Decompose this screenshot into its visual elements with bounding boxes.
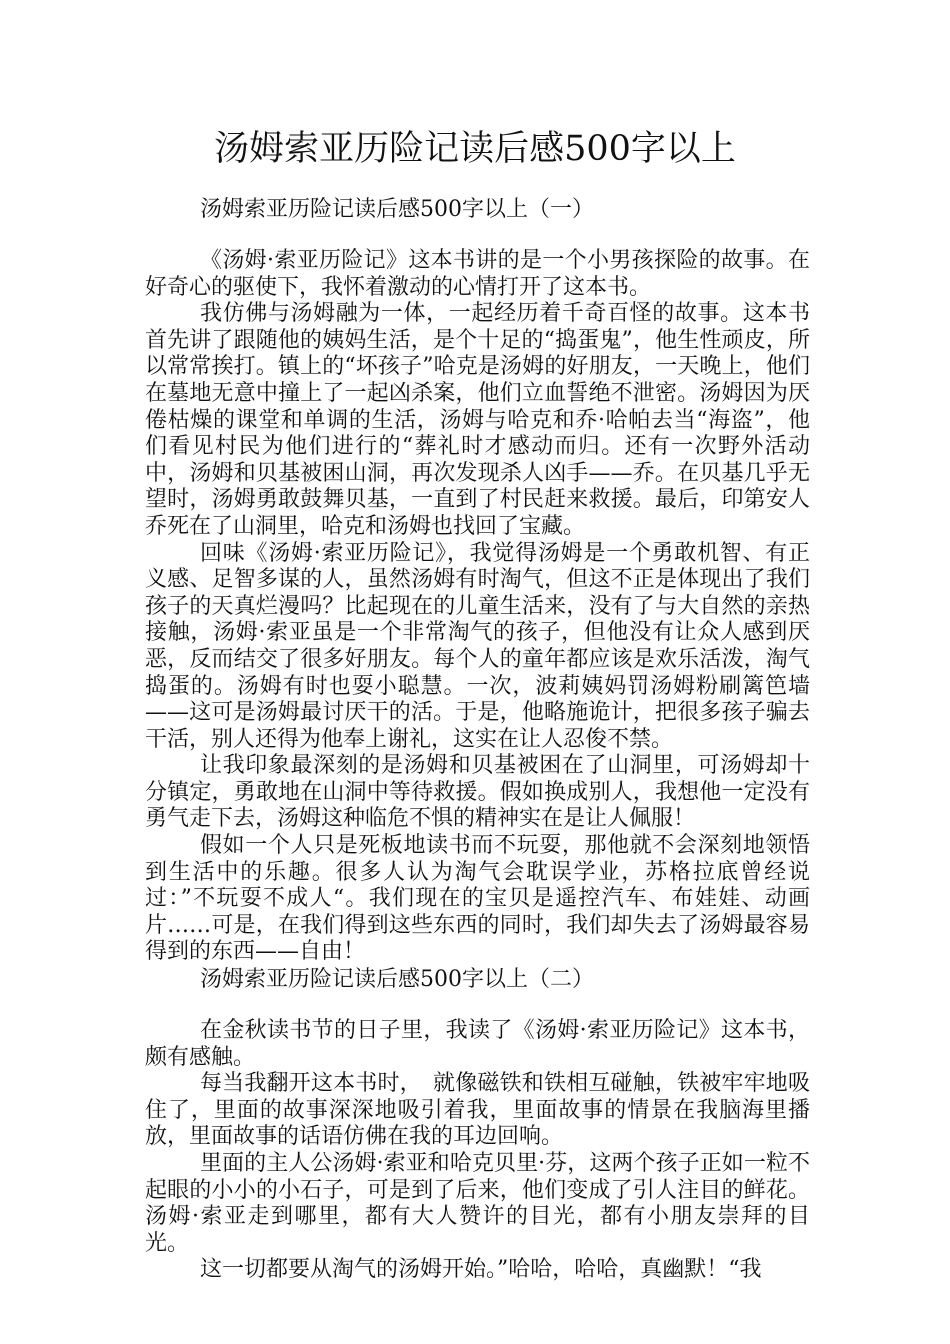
paragraph: 这一切都要从淘气的汤姆开始。”哈哈，哈哈，真幽默！“我 — [200, 1257, 762, 1283]
paragraph: 里面的主人公汤姆·索亚和哈克贝里·芬，这两个孩子正如一粒不起眼的小小的小石子，可是到了后来，他们变成了引人注目的鲜花。汤姆·索亚走到哪里，都有大人赞许的目光，都有小朋友崇拜的目光。 — [145, 1151, 810, 1256]
paragraph: 在金秋读书节的日子里，我读了《汤姆·索亚历险记》这本书，颇有感触。 — [145, 1018, 810, 1070]
document-title: 汤姆索亚历险记读后感500字以上 — [214, 129, 736, 169]
section-heading-1: 汤姆索亚历险记读后感500字以上（一） — [200, 197, 594, 222]
spacer — [145, 224, 810, 248]
section-heading-2: 汤姆索亚历险记读后感500字以上（二） — [200, 967, 594, 993]
paragraph: 假如一个人只是死板地读书而不玩耍，那他就不会深刻地领悟到生活中的乐趣。很多人认为淘气会耽误学业，苏格拉底曾经说过：”不玩耍不成人“。我们现在的宝贝是遥控汽车、布娃娃、动画片……可是，在我们得到这些东西的同时，我们却失去了汤姆最容易得到的东西——自由！ — [145, 833, 810, 965]
document-body — [145, 196, 810, 1284]
spacer — [145, 994, 810, 1018]
paragraph: 《汤姆·索亚历险记》这本书讲的是一个小男孩探险的故事。在好奇心的驱使下，我怀着激动的心情打开了这本书。 — [145, 248, 810, 300]
paragraph: 让我印象最深刻的是汤姆和贝基被困在了山洞里，可汤姆却十分镇定，勇敢地在山洞中等待救援。假如换成别人，我想他一定没有勇气走下去，汤姆这种临危不惧的精神实在是让人佩服！ — [145, 753, 810, 832]
paragraph: 回味《汤姆·索亚历险记》，我觉得汤姆是一个勇敢机智、有正义感、足智多谋的人，虽然汤姆有时淘气，但这不正是体现出了我们孩子的天真烂漫吗？比起现在的儿童生活来，没有了与大自然的亲热接触，汤姆·索亚虽是一个非常淘气的孩子，但他没有让众人感到厌恶，反而结交了很多好朋友。每个人的童年都应该是欢乐活泼，淘气捣蛋的。汤姆有时也耍小聪慧。一次，波莉姨妈罚汤姆粉刷篱笆墙——这可是汤姆最讨厌干的活。于是，他略施诡计，把很多孩子骗去干活，别人还得为他奉上谢礼，这实在让人忍俊不禁。 — [145, 540, 810, 752]
paragraph: 每当我翻开这本书时， 就像磁铁和铁相互碰触，铁被牢牢地吸住了，里面的故事深深地吸引着我，里面故事的情景在我脑海里播放，里面故事的话语仿佛在我的耳边回响。 — [145, 1071, 810, 1150]
paragraph: 我仿佛与汤姆融为一体，一起经历着千奇百怪的故事。这本书首先讲了跟随他的姨妈生活，是个十足的“捣蛋鬼”，他生性顽皮，所以常常挨打。镇上的“坏孩子”哈克是汤姆的好朋友，一天晚上，他们在墓地无意中撞上了一起凶杀案，他们立血誓绝不泄密。汤姆因为厌倦枯燥的课堂和单调的生活，汤姆与哈克和乔·哈帕去当“海盗”，他们看见村民为他们进行的“葬礼时才感动而归。还有一次野外活动中，汤姆和贝基被困山洞，再次发现杀人凶手——乔。在贝基几乎无望时，汤姆勇敢鼓舞贝基，一直到了村民赶来救援。最后，印第安人乔死在了山洞里，哈克和汤姆也找回了宝藏。 — [145, 301, 810, 539]
